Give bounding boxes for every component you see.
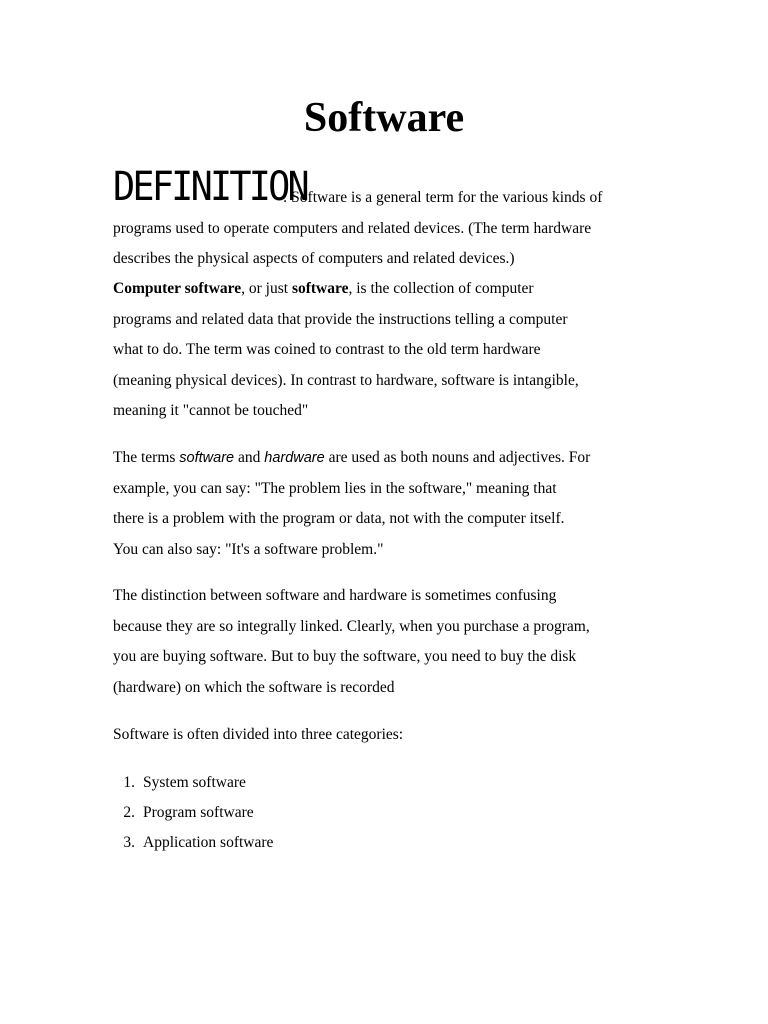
italic-term: hardware — [264, 450, 325, 466]
paragraph-line: you are buying software. But to buy the software, you need to buy the disk — [113, 648, 577, 665]
list-item-text: Application software — [143, 834, 274, 851]
paragraph-line: Software is often divided into three categories: — [113, 726, 404, 743]
text-run: and — [234, 449, 265, 466]
list-item-text: Program software — [143, 804, 254, 821]
list-number: 2. — [123, 804, 135, 821]
text-run: , or just — [241, 280, 292, 297]
definition-paragraph — [113, 183, 673, 275]
bold-term: software — [291, 280, 349, 297]
list-item — [113, 828, 673, 858]
list-item — [113, 798, 673, 828]
paragraph-line: describes the physical aspects of computers and related devices.) — [113, 250, 515, 267]
categories-list — [113, 768, 673, 858]
paragraph-line — [113, 274, 673, 305]
list-number: 3. — [123, 834, 135, 851]
paragraph-line: : Software is a general term for the various kinds of — [283, 189, 603, 206]
paragraph-line: programs used to operate computers and related devices. (The term hardware — [113, 219, 592, 237]
paragraph-line: (meaning physical devices). In contrast to hardware, software is intangible, — [113, 371, 579, 389]
paragraph-line: You can also say: "It's a software problem." — [113, 540, 384, 558]
paragraph-line: programs and related data that provide the instructions telling a computer — [113, 310, 568, 328]
paragraph-line: meaning it "cannot be touched" — [113, 402, 309, 419]
terms-paragraph — [113, 443, 673, 565]
text-run: are used as both nouns and adjectives. For — [324, 449, 591, 466]
paragraph-line: there is a problem with the program or data, not with the computer itself. — [113, 510, 565, 527]
paragraph-line — [113, 443, 673, 474]
page-title: Software — [303, 95, 465, 141]
paragraph-line: what to do. The term was coined to contrast to the old term hardware — [113, 341, 541, 358]
list-number: 1. — [123, 774, 135, 791]
bold-term: Computer software — [113, 280, 242, 297]
list-item-text: System software — [143, 774, 246, 791]
text-run: The terms — [113, 449, 180, 466]
list-item — [113, 768, 673, 798]
distinction-paragraph — [113, 581, 673, 703]
categories-intro — [113, 720, 673, 751]
paragraph-line: example, you can say: "The problem lies in the software," meaning that — [113, 479, 557, 497]
italic-term: software — [179, 450, 235, 466]
computer-software-paragraph — [113, 274, 673, 427]
paragraph-line: The distinction between software and hardware is sometimes confusing — [113, 587, 557, 604]
paragraph-line: (hardware) on which the software is recorded — [113, 678, 395, 696]
paragraph-line: because they are so integrally linked. Clearly, when you purchase a program, — [113, 617, 590, 635]
definition-logo: DEFINITION — [113, 164, 307, 210]
text-run: , is the collection of computer — [348, 280, 534, 297]
